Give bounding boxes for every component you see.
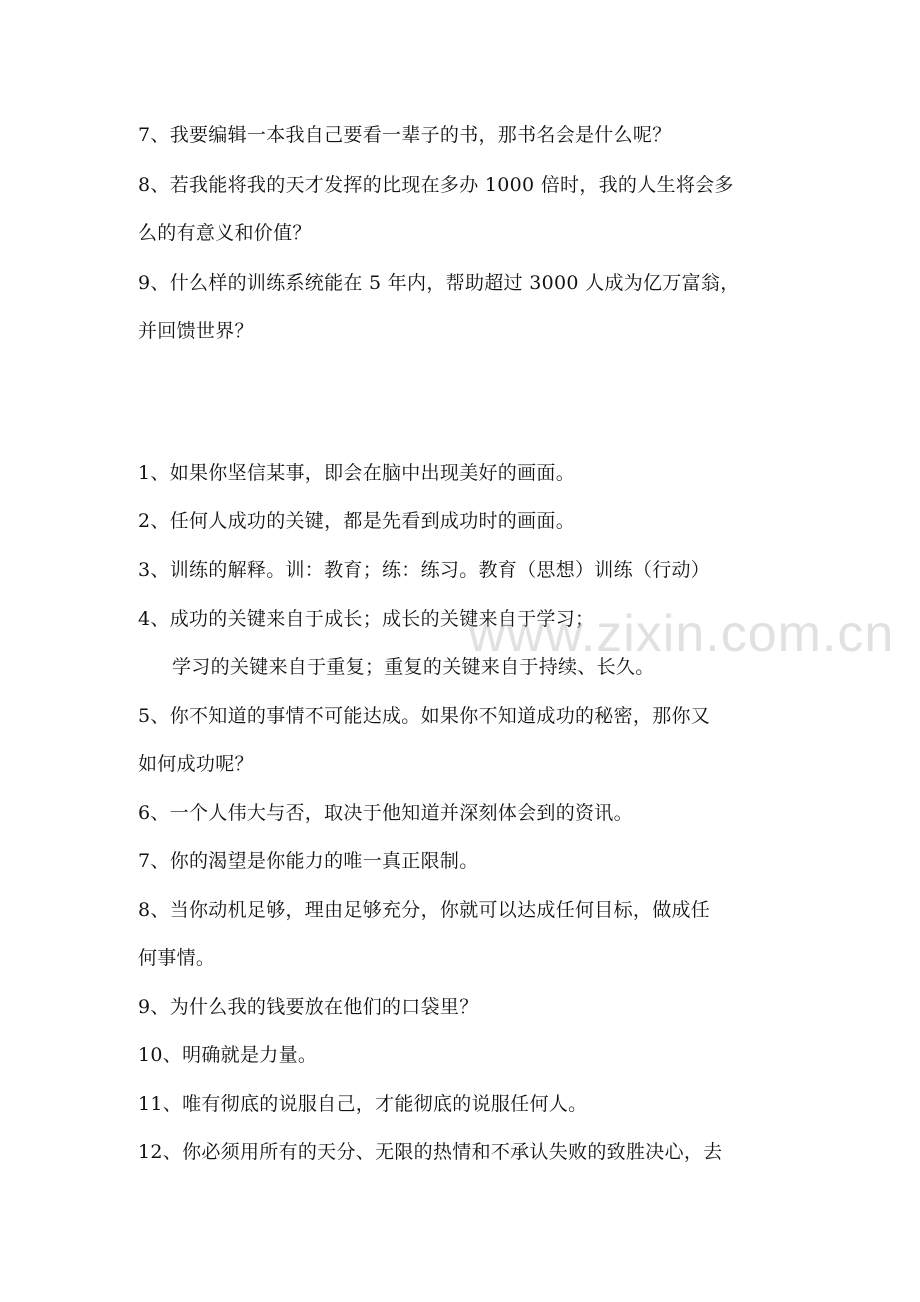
text-line: 7、你的渴望是你能力的唯一真正限制。 [138, 850, 479, 872]
text-line: 么的有意义和价值？ [138, 222, 312, 244]
text-line: 3、训练的解释。训：教育；练：练习。教育（思想）训练（行动） [138, 559, 711, 581]
text-line: 8、当你动机足够，理由足够充分，你就可以达成任何目标，做成任 [138, 899, 711, 921]
text-line: 2、任何人成功的关键，都是先看到成功时的画面。 [138, 510, 575, 532]
text-line: 何事情。 [138, 947, 216, 969]
text-line: 8、若我能将我的天才发挥的比现在多办 1000 倍时，我的人生将会多 [138, 174, 734, 196]
text-line: 5、你不知道的事情不可能达成。如果你不知道成功的秘密，那你又 [138, 705, 711, 727]
text-line: 如何成功呢？ [138, 753, 254, 775]
text-line: 10、明确就是力量。 [138, 1044, 318, 1066]
text-line: 1、如果你坚信某事，即会在脑中出现美好的画面。 [138, 462, 575, 484]
text-line: 6、一个人伟大与否，取决于他知道并深刻体会到的资讯。 [138, 802, 633, 824]
text-line: 4、成功的关键来自于成长；成长的关键来自于学习； [138, 608, 595, 630]
text-line: 9、为什么我的钱要放在他们的口袋里？ [138, 996, 479, 1018]
text-line: 11、唯有彻底的说服自己，才能彻底的说服任何人。 [138, 1093, 588, 1115]
text-line: 并回馈世界？ [138, 320, 254, 342]
text-line: 7、我要编辑一本我自己要看一辈子的书，那书名会是什么呢？ [138, 124, 672, 146]
text-line: 学习的关键来自于重复；重复的关键来自于持续、长久。 [172, 656, 655, 678]
text-line: 12、你必须用所有的天分、无限的热情和不承认失败的致胜决心，去 [138, 1141, 723, 1163]
text-line: 9、什么样的训练系统能在 5 年内，帮助超过 3000 人成为亿万富翁， [138, 272, 740, 294]
watermark: www.zixin.com.cn [468, 605, 895, 663]
